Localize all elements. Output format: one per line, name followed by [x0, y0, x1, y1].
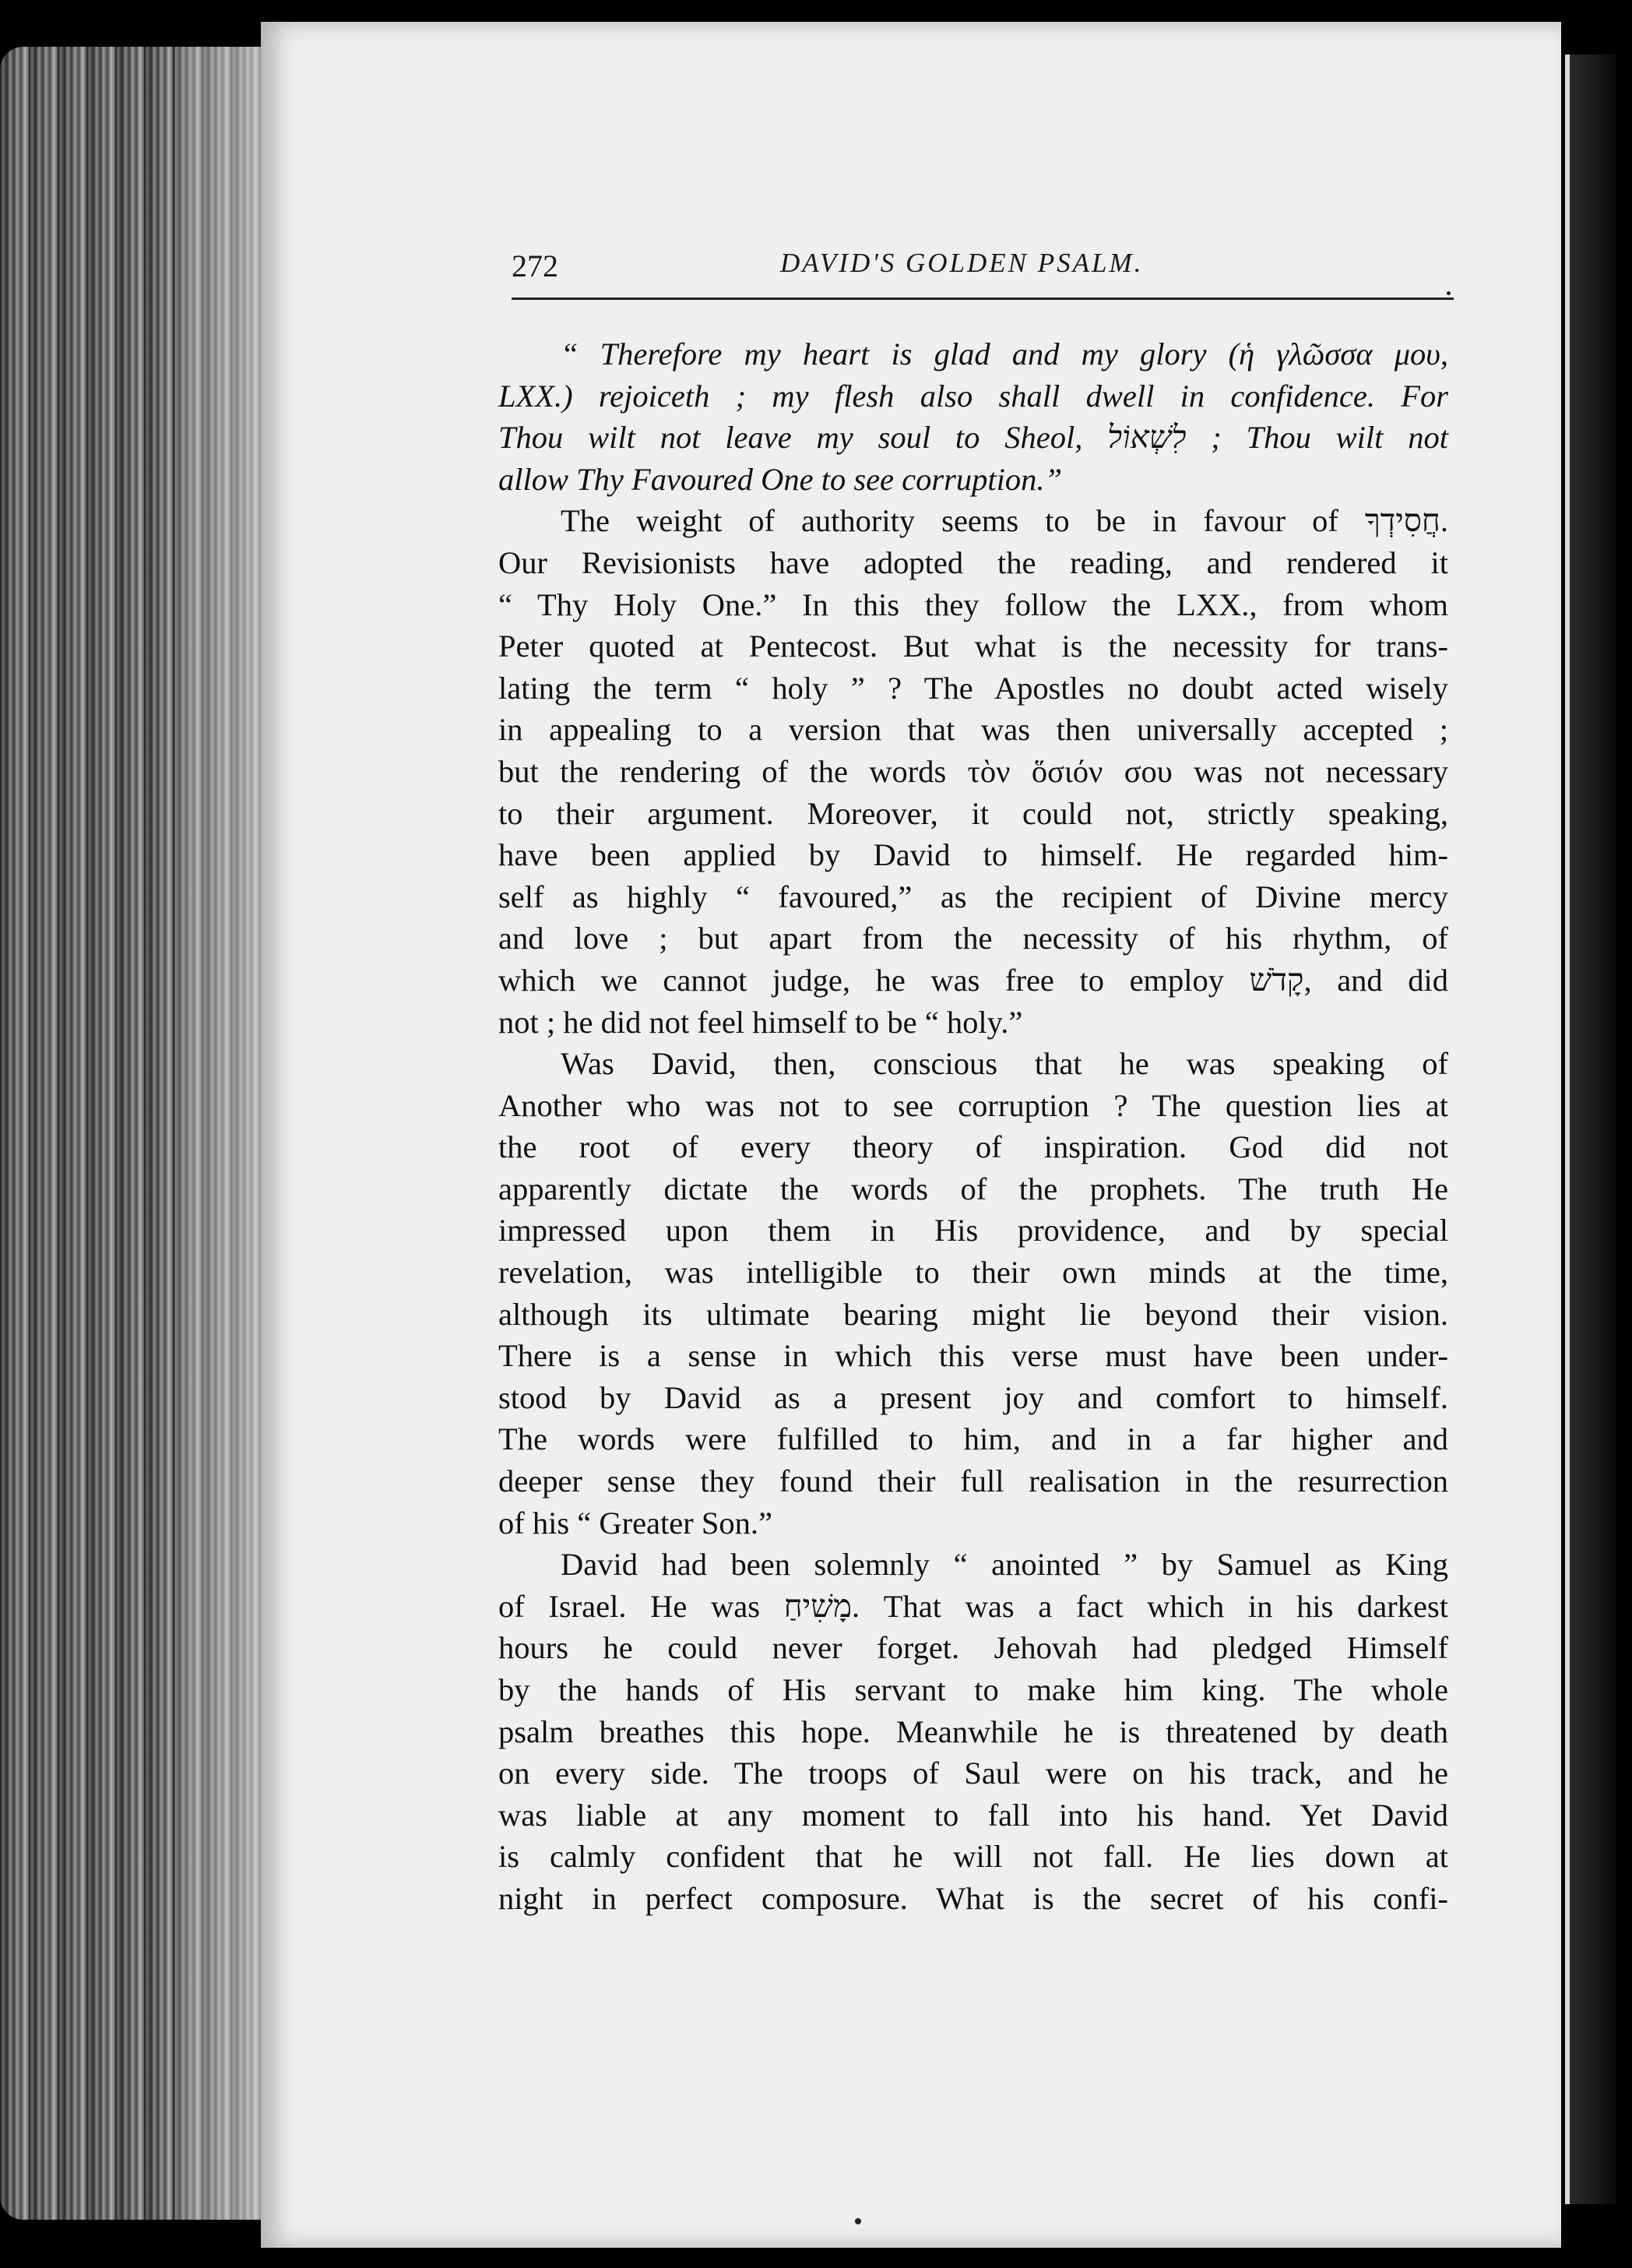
text-line: Our Revisionists have adopted the reading, and rendered it: [498, 544, 1448, 580]
header-rule: [512, 298, 1454, 300]
text-line: and love ; but apart from the necessity of his rhythm, of: [498, 921, 1448, 956]
text-line: on every side. The troops of Saul were on his track, and he: [498, 1756, 1448, 1791]
text-line: allow Thy Favoured One to see corruption.”: [498, 461, 1063, 497]
page-number: 272: [512, 248, 558, 284]
book-page-edges: [0, 47, 269, 2220]
facing-page-edge: [1565, 55, 1616, 2204]
text-line: psalm breathes this hope. Meanwhile he is threatened by death: [498, 1713, 1448, 1749]
text-line: The weight of authority seems to be in favour of חֲסִידְךָ.: [561, 503, 1448, 539]
text-line: Peter quoted at Pentecost. But what is the necessity for trans-: [498, 629, 1448, 664]
text-line: have been applied by David to himself. He regarded him-: [498, 837, 1448, 873]
text-line: LXX.) rejoiceth ; my flesh also shall dwell in confidence. For: [498, 378, 1448, 414]
text-line: impressed upon them in His providence, and by special: [498, 1213, 1448, 1248]
text-line: Was David, then, conscious that he was speaking of: [561, 1046, 1448, 1082]
text-line: hours he could never forget. Jehovah had pledged Himself: [498, 1630, 1448, 1666]
text-line: although its ultimate bearing might lie beyond their vision.: [498, 1296, 1448, 1332]
text-line: deeper sense they found their full realisation in the resurrection: [498, 1463, 1448, 1499]
text-line: the root of every theory of inspiration. God did not: [498, 1129, 1448, 1165]
text-line: not ; he did not feel himself to be “ holy.”: [498, 1004, 1023, 1040]
text-line: self as highly “ favoured,” as the recipient of Divine mercy: [498, 879, 1448, 914]
scan-speck: [1447, 291, 1451, 295]
page-header: [512, 248, 1451, 302]
text-line: to their argument. Moreover, it could not, strictly speaking,: [498, 795, 1448, 831]
text-line: is calmly confident that he will not fall. He lies down at: [498, 1839, 1448, 1875]
text-line: “ Thy Holy One.” In this they follow the LXX., from whom: [498, 586, 1448, 622]
text-line: of his “ Greater Son.”: [498, 1505, 773, 1541]
text-line: night in perfect composure. What is the secret of his confi-: [498, 1880, 1448, 1916]
text-line: There is a sense in which this verse must have been under-: [498, 1338, 1448, 1374]
text-line: “ Therefore my heart is glad and my glory (ἡ γλῶσσα μου,: [561, 336, 1448, 372]
text-line: in appealing to a version that was then universally accepted ;: [498, 712, 1448, 748]
body-text: [498, 333, 1448, 1920]
text-line: apparently dictate the words of the prophets. The truth He: [498, 1171, 1448, 1206]
running-title: DAVID'S GOLDEN PSALM.: [780, 248, 1144, 278]
text-line: which we cannot judge, he was free to employ קָדֹשׁ, and did: [498, 962, 1449, 998]
text-line: by the hands of His servant to make him king. The whole: [498, 1672, 1448, 1707]
text-line: lating the term “ holy ” ? The Apostles no doubt acted wisely: [498, 670, 1448, 706]
text-line: but the rendering of the words τὸν ὅσιόν σου was not necessary: [498, 753, 1448, 789]
text-line: Thou wilt not leave my soul to Sheol, לִשְׁאוֹל ; Thou wilt not: [498, 420, 1448, 456]
text-line: revelation, was intelligible to their own minds at the time,: [498, 1255, 1448, 1291]
text-line: of Israel. He was מָשִׁיחַ. That was a fact which in his darkest: [498, 1588, 1448, 1624]
scan-speck: [855, 2218, 861, 2224]
text-line: The words were fulfilled to him, and in a far higher and: [498, 1421, 1448, 1457]
text-line: Another who was not to see corruption ? The question lies at: [498, 1087, 1448, 1123]
quotation-block: [498, 333, 1448, 500]
text-line: stood by David as a present joy and comfort to himself.: [498, 1379, 1448, 1415]
text-line: was liable at any moment to fall into his hand. Yet David: [498, 1797, 1448, 1833]
text-line: David had been solemnly “ anointed ” by Samuel as King: [561, 1547, 1448, 1583]
